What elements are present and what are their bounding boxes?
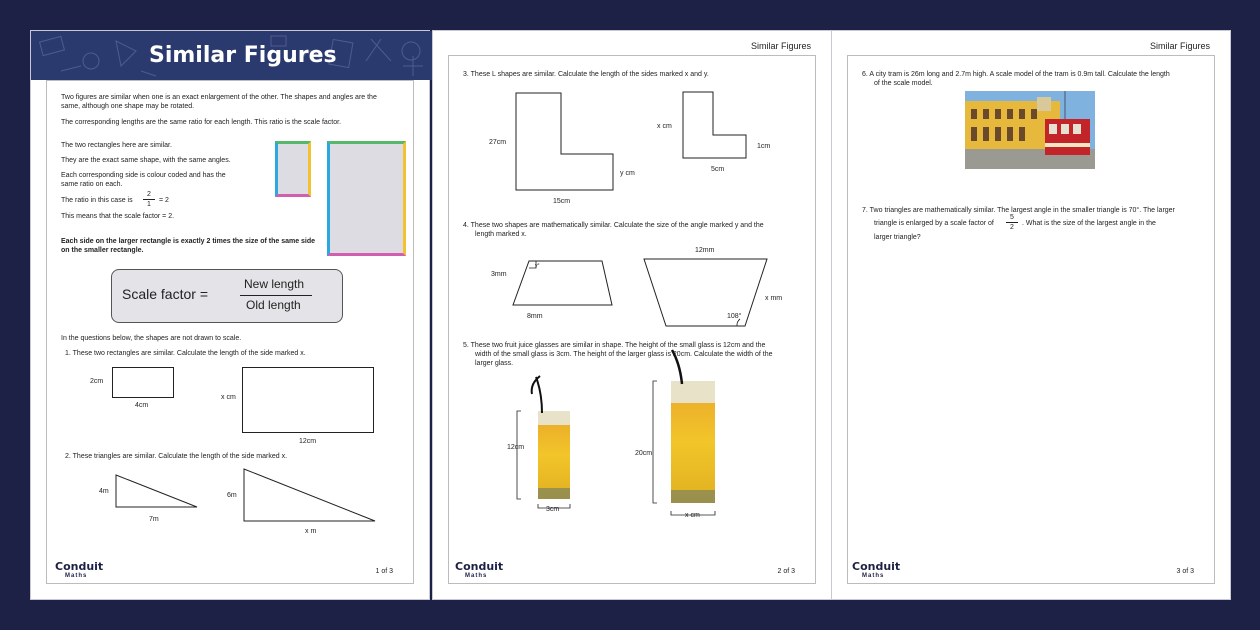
ratio-denominator: 1 xyxy=(147,201,151,208)
question-4: 4. These two shapes are mathematically similar. Calculate the size of the angle marked y and the xyxy=(463,222,764,229)
page-2-frame xyxy=(448,55,816,584)
q4-label-108: 108° xyxy=(727,313,742,320)
q1-label-12cm: 12cm xyxy=(299,438,317,445)
formula-label: Scale factor = xyxy=(122,286,208,302)
questions-intro: In the questions below, the shapes are not drawn to scale. xyxy=(61,335,242,342)
q3-label-1cm: 1cm xyxy=(757,143,771,150)
logo-text: Conduit xyxy=(55,560,104,573)
q3-label-27cm: 27cm xyxy=(489,139,507,146)
page-header: Similar Figures xyxy=(750,41,811,51)
intro-text-2: The corresponding lengths are the same ratio for each length. This ratio is the scale factor. xyxy=(61,119,342,126)
q5-label-20cm: 20cm xyxy=(635,450,653,457)
intro-text-cont: same, although one shape may be rotated. xyxy=(61,103,195,110)
scale-factor-text: This means that the scale factor = 2. xyxy=(61,213,175,220)
q4-label-12mm: 12mm xyxy=(695,247,715,254)
page-header: Similar Figures xyxy=(1149,41,1210,51)
q2-triangles xyxy=(47,461,447,541)
page-number: 2 of 3 xyxy=(777,568,795,575)
logo-subtext: Maths xyxy=(65,573,88,579)
q7-fraction-numerator: 5 xyxy=(1010,214,1014,221)
q1-label-4cm: 4cm xyxy=(135,402,149,409)
conduit-logo xyxy=(852,560,900,579)
q5-label-x: x cm xyxy=(685,512,700,519)
question-5-cont: width of the small glass is 3cm. The height of the larger glass is 20cm. Calculate the width of the xyxy=(475,351,773,358)
rect-explanation-2: They are the exact same shape, with the same angles. xyxy=(61,157,231,164)
rect-explanation-1: The two rectangles here are similar. xyxy=(61,142,172,149)
q2-large-triangle xyxy=(244,469,375,521)
q5-label-3cm: 3cm xyxy=(546,506,560,513)
q4-large-trapezium xyxy=(644,259,767,326)
q1-label-2cm: 2cm xyxy=(90,378,104,385)
q2-label-6m: 6m xyxy=(227,492,237,499)
bold-explanation-cont: on the smaller rectangle. xyxy=(61,247,144,254)
page-3-frame xyxy=(847,55,1215,584)
question-7-cont: triangle is enlarged by a scale factor of xyxy=(874,220,994,227)
rect-explanation-3b: same ratio on each. xyxy=(61,181,123,188)
q4-label-x: x mm xyxy=(765,295,783,302)
question-4-cont: length marked x. xyxy=(475,231,527,238)
question-5: 5. These two fruit juice glasses are similar in shape. The height of the small glass is 12cm and the xyxy=(463,342,766,349)
page-1-frame xyxy=(46,80,414,584)
q1-label-x: x cm xyxy=(221,394,236,401)
question-7-cont-post: . What is the size of the largest angle in the xyxy=(1022,220,1156,227)
q7-fraction-denominator: 2 xyxy=(1010,224,1014,231)
q3-label-5cm: 5cm xyxy=(711,166,725,173)
question-7: 7. Two triangles are mathematically similar. The largest angle in the smaller triangle is 70°. The larger xyxy=(862,207,1175,214)
question-7-cont2: larger triangle? xyxy=(874,234,921,241)
ratio-numerator: 2 xyxy=(147,191,151,198)
question-3: 3. These L shapes are similar. Calculate the length of the sides marked x and y. xyxy=(463,71,709,78)
title-banner xyxy=(31,31,434,80)
page-number: 3 of 3 xyxy=(1176,568,1194,575)
logo-subtext: Maths xyxy=(465,573,488,579)
q4-label-y: y° xyxy=(535,263,540,269)
intro-text: Two figures are similar when one is an exact enlargement of the other. The shapes and angles are the xyxy=(61,94,377,101)
conduit-logo xyxy=(55,560,103,579)
rect-explanation-3: Each corresponding side is colour coded and has the xyxy=(61,172,226,179)
q2-label-4m: 4m xyxy=(99,488,109,495)
question-5-cont2: larger glass. xyxy=(475,360,514,367)
bold-explanation: Each side on the larger rectangle is exactly 2 times the size of the same side xyxy=(61,238,316,245)
conduit-logo xyxy=(455,560,503,579)
ratio-text: The ratio in this case is xyxy=(61,197,133,204)
q3-label-x: x cm xyxy=(657,123,672,130)
worksheet-page-2 xyxy=(432,30,832,600)
page-number: 1 of 3 xyxy=(375,568,393,575)
question-2: 2. These triangles are similar. Calculate the length of the side marked x. xyxy=(65,453,288,460)
q1-small-rectangle xyxy=(112,367,174,398)
ratio-result: = 2 xyxy=(159,197,169,204)
q4-small-trapezium xyxy=(513,261,612,305)
worksheet-page-3 xyxy=(831,30,1231,600)
q1-large-rectangle xyxy=(242,367,374,433)
large-coloured-rectangle xyxy=(327,141,406,256)
q2-label-7m: 7m xyxy=(149,516,159,523)
logo-text: Conduit xyxy=(455,560,504,573)
question-6-cont: of the scale model. xyxy=(874,80,933,87)
q3-label-15cm: 15cm xyxy=(553,198,571,205)
scale-factor-formula-box xyxy=(111,269,343,323)
q5-label-12cm: 12cm xyxy=(507,444,525,451)
question-6: 6. A city tram is 26m long and 2.7m high. A scale model of the tram is 0.9m tall. Calculate the length xyxy=(862,71,1170,78)
q3-label-y: y cm xyxy=(620,170,635,177)
formula-denominator: Old length xyxy=(246,298,301,312)
logo-subtext: Maths xyxy=(862,573,885,579)
question-1: 1. These two rectangles are similar. Calculate the length of the side marked x. xyxy=(65,350,306,357)
formula-bar xyxy=(240,295,312,296)
formula-numerator: New length xyxy=(244,277,305,291)
q2-small-triangle xyxy=(116,475,197,507)
small-coloured-rectangle xyxy=(275,141,311,197)
tram-photo xyxy=(965,91,1095,169)
logo-text: Conduit xyxy=(852,560,901,573)
q2-label-x: x m xyxy=(305,528,317,535)
q4-label-8mm: 8mm xyxy=(527,313,543,320)
q5-glasses xyxy=(449,56,849,256)
page-title: Similar Figures xyxy=(149,43,337,68)
worksheet-page-1 xyxy=(30,30,430,600)
q4-label-3mm: 3mm xyxy=(491,271,507,278)
